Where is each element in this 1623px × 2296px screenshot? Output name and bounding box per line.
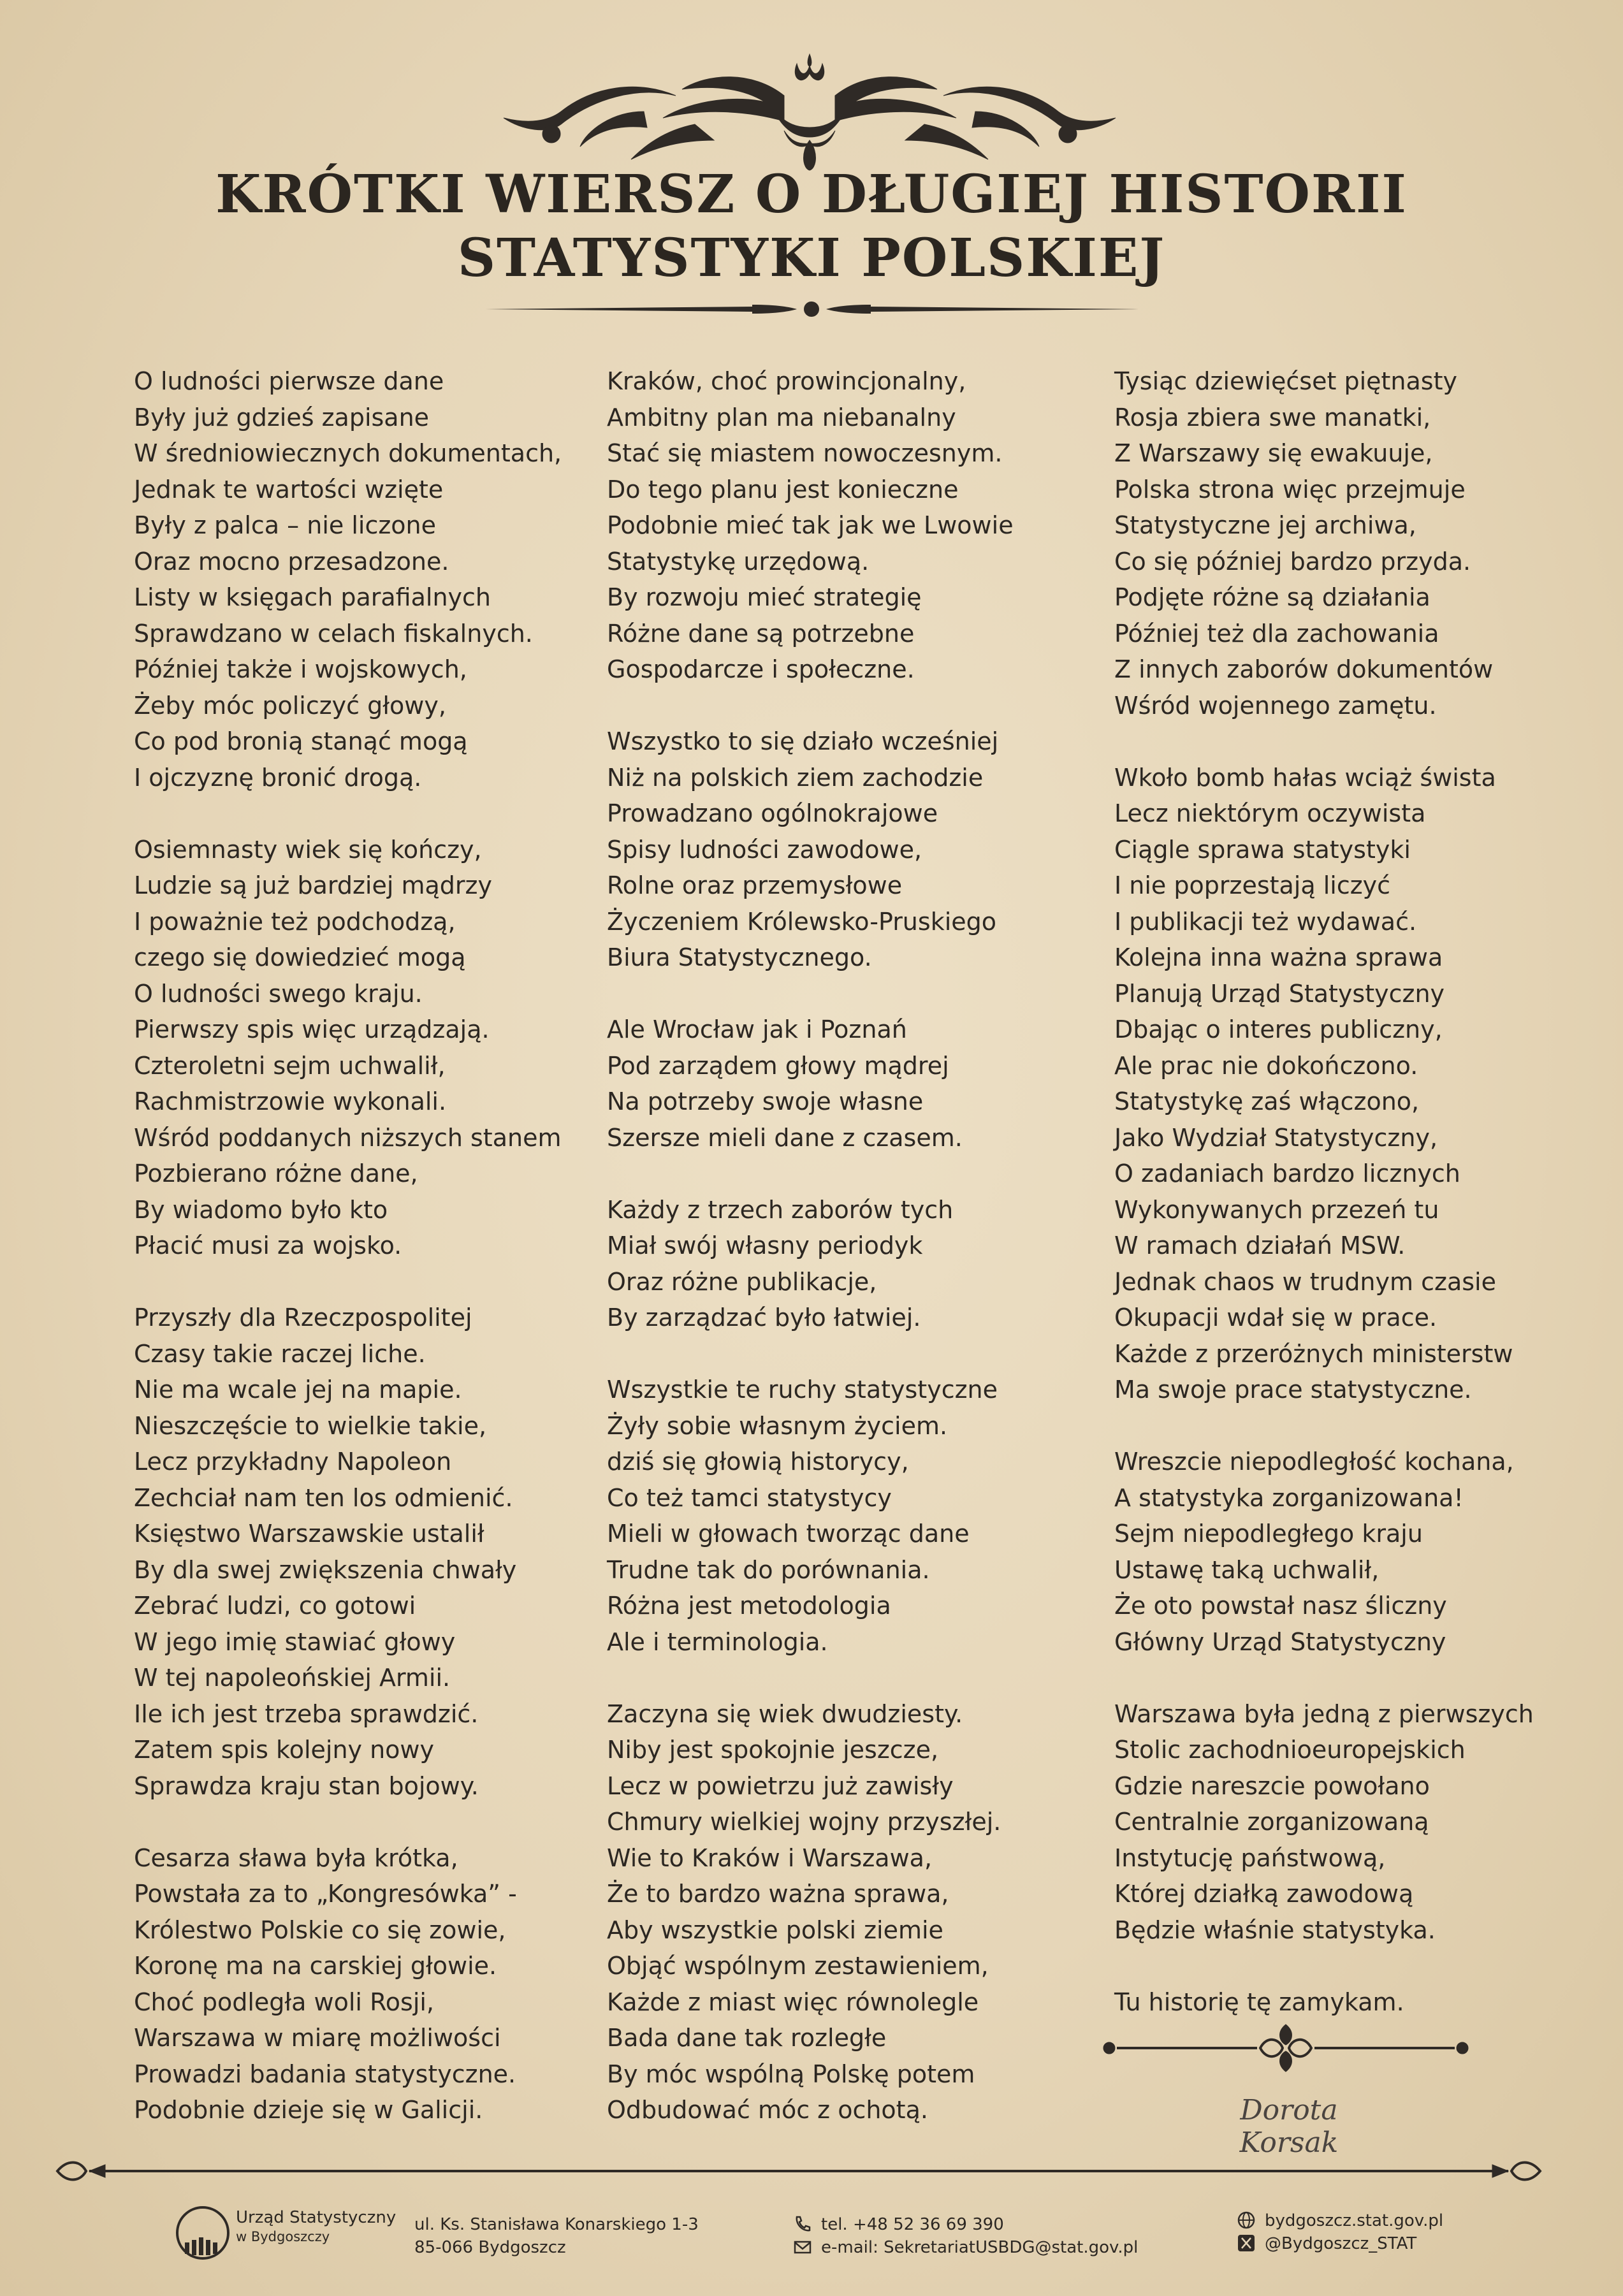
poem-line: Gdzie nareszcie powołano — [1114, 1771, 1430, 1800]
poem-line: Każde z miast więc równolegle — [607, 1987, 979, 2016]
poem-line: Zebrać ludzi, co gotowi — [134, 1592, 416, 1620]
poem-line: Koronę ma na carskiej głowie. — [134, 1952, 497, 1980]
poem-line: Ile ich jest trzeba sprawdzić. — [134, 1699, 479, 1728]
poem-line: Jako Wydział Statystyczny, — [1114, 1123, 1438, 1152]
footer-divider-ornament — [51, 2153, 1547, 2189]
poem-line: Polska strona więc przejmuje — [1114, 475, 1466, 504]
org-name-line-2: w Bydgoszczy — [236, 2229, 330, 2244]
poem-line: Czasy takie raczej liche. — [134, 1339, 426, 1368]
poem-line: Wśród wojennego zamętu. — [1114, 691, 1437, 720]
poem-line: Żyły sobie własnym życiem. — [607, 1411, 948, 1440]
poem-line: Oraz mocno przesadzone. — [134, 547, 449, 576]
poem-line: Sprawdza kraju stan bojowy. — [134, 1771, 479, 1800]
poem-line: Trudne tak do porównania. — [607, 1555, 930, 1584]
poem-line: Ustawę taką uchwalił, — [1114, 1555, 1379, 1584]
poem-line: czego się dowiedzieć mogą — [134, 943, 466, 971]
poem-line: Planują Urząd Statystyczny — [1114, 979, 1445, 1008]
poem-line: Centralnie zorganizowaną — [1114, 1808, 1429, 1836]
poem-line: Różna jest metodologia — [607, 1592, 891, 1620]
signature-divider-ornament — [1098, 2019, 1474, 2077]
poem-line: Płacić musi za wojsko. — [134, 1232, 402, 1260]
stanza — [134, 363, 562, 796]
poem-line: Różne dane są potrzebne — [607, 619, 915, 648]
poem-line: Ludzie są już bardziej mądrzy — [134, 871, 492, 899]
poem-line: I nie poprzestają liczyć — [1114, 871, 1391, 899]
poem-line: Prowadzi badania statystyczne. — [134, 2060, 516, 2088]
poem-line: Z innych zaborów dokumentów — [1114, 655, 1494, 683]
stanza — [1114, 363, 1534, 723]
poem-line: Prowadzano ogólnokrajowe — [607, 799, 938, 827]
poem-line: Później także i wojskowych, — [134, 655, 467, 683]
stanza — [607, 363, 1014, 688]
x-icon — [1237, 2234, 1256, 2253]
poem-line: Każde z przeróżnych ministerstw — [1114, 1339, 1513, 1368]
phone-number[interactable]: tel. +48 52 36 69 390 — [821, 2215, 1004, 2234]
poem-line: By wiadomo było kto — [134, 1195, 388, 1224]
poem-line: A statystyka zorganizowana! — [1114, 1483, 1464, 1512]
poem-line: Ale i terminologia. — [607, 1627, 828, 1656]
poem-line: Mieli w głowach tworząc dane — [607, 1520, 970, 1548]
poem-line: Jednak te wartości wzięte — [134, 475, 444, 504]
globe-icon — [1237, 2211, 1256, 2230]
poem-line: W tej napoleońskiej Armii. — [134, 1664, 451, 1692]
poem-line: dziś się głowią historycy, — [607, 1448, 909, 1476]
poem-line: Ma swoje prace statystyczne. — [1114, 1376, 1472, 1404]
poem-line: Tu historię tę zamykam. — [1114, 1987, 1404, 2016]
poem-line: Aby wszystkie polski ziemie — [607, 1915, 943, 1944]
stanza — [1114, 1984, 1534, 2021]
address — [414, 2213, 699, 2259]
address-line-1: ul. Ks. Stanisława Konarskiego 1-3 — [414, 2215, 699, 2234]
poem-line: Będzie właśnie statystyka. — [1114, 1915, 1436, 1944]
stanza — [607, 1192, 1014, 1336]
poem-line: By móc wspólną Polskę potem — [607, 2060, 975, 2088]
poem-line: Statystyczne jej archiwa, — [1114, 511, 1416, 539]
stanza — [607, 1012, 1014, 1156]
poem-line: Na potrzeby swoje własne — [607, 1087, 924, 1115]
poem-line: Instytucję państwową, — [1114, 1843, 1386, 1872]
poem-line: Wkoło bomb hałas wciąż śwista — [1114, 763, 1496, 792]
poem-line: Chmury wielkiej wojny przyszłej. — [607, 1808, 1001, 1836]
poem-line: Biura Statystycznego. — [607, 943, 872, 971]
poem-line: Pierwszy spis więc urządzają. — [134, 1015, 490, 1043]
poem-line: Stać się miastem nowoczesnym. — [607, 439, 1003, 467]
poem-line: Gospodarcze i społeczne. — [607, 655, 915, 683]
stanza — [1114, 1696, 1534, 1949]
poem-line: Co też tamci statystycy — [607, 1483, 892, 1512]
mail-icon — [793, 2237, 812, 2256]
poem-line: Bada dane tak rozległe — [607, 2024, 887, 2052]
title-line-1: KRÓTKI WIERSZ O DŁUGIEJ HISTORII — [215, 164, 1408, 225]
poem-column-1 — [134, 363, 562, 2164]
poem-line: Ale Wrocław jak i Poznań — [607, 1015, 907, 1043]
poem-line: W jego imię stawiać głowy — [134, 1627, 456, 1656]
poem-line: Lecz przykładny Napoleon — [134, 1448, 452, 1476]
poem-line: Pozbierano różne dane, — [134, 1159, 418, 1188]
stanza — [607, 1372, 1014, 1660]
poem-line: Lecz w powietrzu już zawisły — [607, 1771, 954, 1800]
poem-line: Każdy z trzech zaborów tych — [607, 1195, 954, 1224]
poem-line: Pod zarządem głowy mądrej — [607, 1051, 949, 1080]
poem-line: Wykonywanych przezeń tu — [1114, 1195, 1439, 1224]
poem-line: O ludności pierwsze dane — [134, 367, 444, 395]
poem-line: Życzeniem Królewsko-Pruskiego — [607, 907, 997, 936]
poem-line: I ojczyznę bronić drogą. — [134, 763, 422, 792]
poem-line: Wszystko to się działo wcześniej — [607, 727, 999, 755]
poem-line: Rosja zbiera swe manatki, — [1114, 403, 1431, 432]
poem-line: Warszawa była jedną z pierwszych — [1114, 1699, 1534, 1728]
poem-line: Podjęte różne są działania — [1114, 583, 1430, 611]
poem-line: Statystykę zaś włączono, — [1114, 1087, 1420, 1115]
org-name-line-1: Urząd Statystyczny — [236, 2208, 397, 2227]
poem-line: Ambitny plan ma niebanalny — [607, 403, 956, 432]
poem-line: Lecz niektórym oczywista — [1114, 799, 1426, 827]
stanza — [134, 832, 562, 1264]
poem-line: Powstała za to „Kongresówka” - — [134, 1880, 517, 1908]
poem-line: Jednak chaos w trudnym czasie — [1114, 1267, 1496, 1296]
poem-line: Co się później bardzo przyda. — [1114, 547, 1471, 576]
poem-column-3 — [1114, 363, 1534, 2056]
poem-line: W średniowiecznych dokumentach, — [134, 439, 562, 467]
poem-column-2 — [607, 363, 1014, 2164]
poem-line: Sprawdzano w celach fiskalnych. — [134, 619, 533, 648]
poem-line: Żeby móc policzyć głowy, — [134, 691, 446, 720]
poem-line: Że oto powstał nasz śliczny — [1114, 1592, 1447, 1620]
poem-line: Statystykę urzędową. — [607, 547, 870, 576]
poem-line: Warszawa w miarę możliwości — [134, 2024, 501, 2052]
poem-line: Miał swój własny periodyk — [607, 1232, 923, 1260]
poem-line: Główny Urząd Statystyczny — [1114, 1627, 1446, 1656]
poem-line: Zechciał nam ten los odmienić. — [134, 1483, 513, 1512]
poem-line: Której działką zawodową — [1114, 1880, 1414, 1908]
stanza — [607, 723, 1014, 976]
contact-info — [793, 2213, 1138, 2259]
phone-icon — [793, 2214, 812, 2234]
poem-title — [0, 163, 1623, 290]
poem-line: Rachmistrzowie wykonali. — [134, 1087, 447, 1115]
stanza — [134, 1300, 562, 1804]
email-address[interactable]: e-mail: SekretariatUSBDG@stat.gov.pl — [821, 2238, 1139, 2257]
poem-line: Z Warszawy się ewakuuje, — [1114, 439, 1433, 467]
statistics-office-logo — [172, 2198, 233, 2268]
social-handle[interactable]: @Bydgoszcz_STAT — [1265, 2234, 1417, 2253]
poem-line: Nie ma wcale jej na mapie. — [134, 1376, 462, 1404]
poem-line: Wie to Kraków i Warszawa, — [607, 1843, 933, 1872]
poem-line: O zadaniach bardzo licznych — [1114, 1159, 1460, 1188]
poem-line: Ale prac nie dokończono. — [1114, 1051, 1418, 1080]
poem-line: W ramach działań MSW. — [1114, 1232, 1406, 1260]
poem-line: Niby jest spokojnie jeszcze, — [607, 1736, 939, 1764]
poem-line: Wśród poddanych niższych stanem — [134, 1123, 562, 1152]
poem-line: Że to bardzo ważna sprawa, — [607, 1880, 949, 1908]
poem-line: Księstwo Warszawskie ustalił — [134, 1520, 484, 1548]
poem-line: Do tego planu jest konieczne — [607, 475, 959, 504]
poem-line: I publikacji też wydawać. — [1114, 907, 1417, 936]
poem-line: Osiemnasty wiek się kończy, — [134, 835, 482, 864]
poem-line: Tysiąc dziewięćset piętnasty — [1114, 367, 1457, 395]
poem-line: Zatem spis kolejny nowy — [134, 1736, 434, 1764]
stanza — [134, 1840, 562, 2128]
address-line-2: 85-066 Bydgoszcz — [414, 2238, 566, 2257]
poem-line: O ludności swego kraju. — [134, 979, 423, 1008]
poem-line: Choć podległa woli Rosji, — [134, 1987, 435, 2016]
poem-line: Kolejna inna ważna sprawa — [1114, 943, 1443, 971]
stanza — [1114, 760, 1534, 1408]
poem-line: Odbudować móc z ochotą. — [607, 2096, 928, 2124]
poem-line: Okupacji wdał się w prace. — [1114, 1304, 1437, 1332]
poem-line: Czteroletni sejm uchwalił, — [134, 1051, 446, 1080]
poem-line: Królestwo Polskie co się zowie, — [134, 1915, 506, 1944]
poem-line: Listy w księgach parafialnych — [134, 583, 491, 611]
top-flourish-ornament — [484, 35, 1135, 175]
website-link[interactable]: bydgoszcz.stat.gov.pl — [1265, 2211, 1444, 2230]
poem-line: Rolne oraz przemysłowe — [607, 871, 903, 899]
poem-line: Zaczyna się wiek dwudziesty. — [607, 1699, 963, 1728]
poem-line: Przyszły dla Rzeczpospolitej — [134, 1304, 472, 1332]
poem-line: Były już gdzieś zapisane — [134, 403, 430, 432]
poem-line: Cesarza sława była krótka, — [134, 1843, 458, 1872]
poem-line: Wszystkie te ruchy statystyczne — [607, 1376, 998, 1404]
author-signature: Dorota Korsak — [1239, 2094, 1339, 2159]
poem-line: By zarządzać było łatwiej. — [607, 1304, 921, 1332]
poem-line: Co pod bronią stanąć mogą — [134, 727, 468, 755]
poem-line: Kraków, choć prowincjonalny, — [607, 367, 966, 395]
poem-line: Później też dla zachowania — [1114, 619, 1439, 648]
stanza — [607, 1696, 1014, 2128]
poem-line: Ciągle sprawa statystyki — [1114, 835, 1411, 864]
poem-line: Podobnie dzieje się w Galicji. — [134, 2096, 483, 2124]
poem-line: Stolic zachodnioeuropejskich — [1114, 1736, 1466, 1764]
stanza — [1114, 1444, 1534, 1660]
poem-line: Oraz różne publikacje, — [607, 1267, 877, 1296]
poem-line: Nieszczęście to wielkie takie, — [134, 1411, 487, 1440]
poem-line: Szersze mieli dane z czasem. — [607, 1123, 963, 1152]
poem-line: I poważnie też podchodzą, — [134, 907, 456, 936]
web-social-info — [1237, 2209, 1443, 2255]
poem-line: Niż na polskich ziem zachodzie — [607, 763, 984, 792]
poem-line: Były z palca – nie liczone — [134, 511, 437, 539]
title-divider-ornament — [484, 293, 1139, 325]
poem-line: By dla swej zwiększenia chwały — [134, 1555, 517, 1584]
poem-line: Wreszcie niepodległość kochana, — [1114, 1448, 1514, 1476]
poem-line: Sejm niepodległego kraju — [1114, 1520, 1423, 1548]
poem-line: Spisy ludności zawodowe, — [607, 835, 922, 864]
title-line-2: STATYSTYKI POLSKIEJ — [457, 228, 1166, 289]
poem-line: By rozwoju mieć strategię — [607, 583, 922, 611]
poem-line: Podobnie mieć tak jak we Lwowie — [607, 511, 1014, 539]
org-name — [236, 2208, 396, 2246]
poem-line: Dbając o interes publiczny, — [1114, 1015, 1443, 1043]
poem-line: Objąć wspólnym zestawieniem, — [607, 1952, 989, 1980]
